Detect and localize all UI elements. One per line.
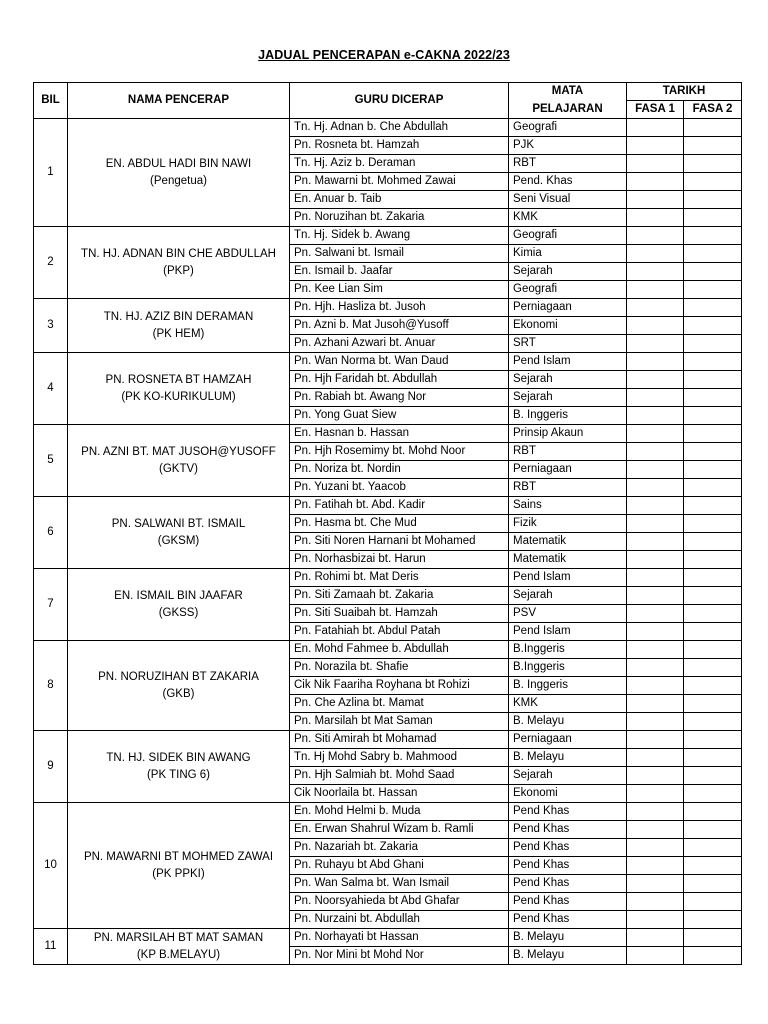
mata-pelajaran-cell: RBT: [509, 479, 627, 497]
mata-pelajaran-cell: Sejarah: [509, 587, 627, 605]
fasa-2-date-cell: [684, 929, 742, 947]
guru-dicerap-cell: Pn. Mawarni bt. Mohmed Zawai: [290, 173, 509, 191]
guru-dicerap-cell: Tn. Hj. Aziz b. Deraman: [290, 155, 509, 173]
mata-pelajaran-cell: Pend Islam: [509, 569, 627, 587]
fasa-1-date-cell: [627, 839, 684, 857]
fasa-1-date-cell: [627, 191, 684, 209]
guru-dicerap-cell: Pn. Yong Guat Siew: [290, 407, 509, 425]
pencerap-name: PN. MARSILAH BT MAT SAMAN: [93, 931, 264, 944]
guru-dicerap-cell: Pn. Hjh Salmiah bt. Mohd Saad: [290, 767, 509, 785]
fasa-2-date-cell: [684, 497, 742, 515]
fasa-1-date-cell: [627, 659, 684, 677]
mata-pelajaran-cell: Pend Khas: [509, 821, 627, 839]
mata-pelajaran-cell: Ekonomi: [509, 317, 627, 335]
table-row: [34, 641, 742, 659]
mata-pelajaran-cell: B.Inggeris: [509, 659, 627, 677]
guru-dicerap-cell: En. Anuar b. Taib: [290, 191, 509, 209]
fasa-2-date-cell: [684, 893, 742, 911]
fasa-2-date-cell: [684, 515, 742, 533]
pencerap-role: (PKP): [163, 264, 194, 277]
mata-pelajaran-cell: Perniagaan: [509, 461, 627, 479]
bil-cell: 11: [34, 929, 68, 965]
mata-pelajaran-cell: RBT: [509, 443, 627, 461]
guru-dicerap-cell: Cik Nik Faariha Royhana bt Rohizi: [290, 677, 509, 695]
guru-dicerap-cell: Pn. Siti Amirah bt Mohamad: [290, 731, 509, 749]
mata-pelajaran-cell: Pend Khas: [509, 875, 627, 893]
pencerap-role: (PK TING 6): [146, 768, 211, 781]
guru-dicerap-cell: Cik Noorlaila bt. Hassan: [290, 785, 509, 803]
header-tarikh: TARIKH: [627, 83, 742, 101]
fasa-2-date-cell: [684, 407, 742, 425]
fasa-2-date-cell: [684, 623, 742, 641]
table-row: [34, 497, 742, 515]
mata-pelajaran-cell: Perniagaan: [509, 731, 627, 749]
guru-dicerap-cell: Pn. Norhasbizai bt. Harun: [290, 551, 509, 569]
guru-dicerap-cell: Pn. Hasma bt. Che Mud: [290, 515, 509, 533]
fasa-2-date-cell: [684, 911, 742, 929]
fasa-2-date-cell: [684, 875, 742, 893]
guru-dicerap-cell: En. Erwan Shahrul Wizam b. Ramli: [290, 821, 509, 839]
guru-dicerap-cell: Pn. Salwani bt. Ismail: [290, 245, 509, 263]
table-row: [34, 227, 742, 245]
mata-pelajaran-cell: Pend Khas: [509, 893, 627, 911]
guru-dicerap-cell: Pn. Wan Salma bt. Wan Ismail: [290, 875, 509, 893]
fasa-2-date-cell: [684, 479, 742, 497]
table-row: [34, 353, 742, 371]
bil-cell: 7: [34, 569, 68, 641]
fasa-1-date-cell: [627, 713, 684, 731]
fasa-1-date-cell: [627, 227, 684, 245]
fasa-2-date-cell: [684, 263, 742, 281]
fasa-1-date-cell: [627, 695, 684, 713]
guru-dicerap-cell: En. Hasnan b. Hassan: [290, 425, 509, 443]
mata-pelajaran-cell: PSV: [509, 605, 627, 623]
mata-pelajaran-cell: B. Inggeris: [509, 407, 627, 425]
header-mata-pelajaran-line1: MATA: [509, 83, 627, 101]
pencerap-name: TN. HJ. AZIZ BIN DERAMAN: [103, 310, 254, 323]
pencerap-name: PN. AZNI BT. MAT JUSOH@YUSOFF: [81, 445, 276, 458]
fasa-1-date-cell: [627, 335, 684, 353]
header-bil: BIL: [34, 83, 68, 119]
fasa-2-date-cell: [684, 443, 742, 461]
guru-dicerap-cell: Pn. Azni b. Mat Jusoh@Yusoff: [290, 317, 509, 335]
mata-pelajaran-cell: B. Melayu: [509, 947, 627, 965]
fasa-2-date-cell: [684, 785, 742, 803]
fasa-2-date-cell: [684, 173, 742, 191]
fasa-2-date-cell: [684, 857, 742, 875]
guru-dicerap-cell: Pn. Siti Zamaah bt. Zakaria: [290, 587, 509, 605]
guru-dicerap-cell: Pn. Wan Norma bt. Wan Daud: [290, 353, 509, 371]
bil-cell: 4: [34, 353, 68, 425]
pencerap-name: TN. HJ. ADNAN BIN CHE ABDULLAH: [81, 247, 276, 260]
fasa-1-date-cell: [627, 785, 684, 803]
fasa-2-date-cell: [684, 803, 742, 821]
pencerap-cell: [68, 353, 290, 425]
fasa-2-date-cell: [684, 767, 742, 785]
mata-pelajaran-cell: Ekonomi: [509, 785, 627, 803]
fasa-1-date-cell: [627, 623, 684, 641]
header-nama-pencerap: NAMA PENCERAP: [68, 83, 290, 119]
fasa-2-date-cell: [684, 947, 742, 965]
table-body: [34, 119, 742, 965]
fasa-2-date-cell: [684, 533, 742, 551]
mata-pelajaran-cell: B. Melayu: [509, 929, 627, 947]
pencerap-name: PN. SALWANI BT. ISMAIL: [111, 517, 246, 530]
mata-pelajaran-cell: Geografi: [509, 281, 627, 299]
guru-dicerap-cell: Pn. Azhani Azwari bt. Anuar: [290, 335, 509, 353]
header-guru-dicerap: GURU DICERAP: [290, 83, 509, 119]
mata-pelajaran-cell: Pend Khas: [509, 911, 627, 929]
fasa-1-date-cell: [627, 263, 684, 281]
guru-dicerap-cell: Tn. Hj. Sidek b. Awang: [290, 227, 509, 245]
bil-cell: 9: [34, 731, 68, 803]
mata-pelajaran-cell: KMK: [509, 209, 627, 227]
fasa-2-date-cell: [684, 605, 742, 623]
guru-dicerap-cell: Pn. Kee Lian Sim: [290, 281, 509, 299]
fasa-1-date-cell: [627, 893, 684, 911]
fasa-2-date-cell: [684, 227, 742, 245]
fasa-1-date-cell: [627, 767, 684, 785]
table-row: [34, 569, 742, 587]
mata-pelajaran-cell: Pend Khas: [509, 857, 627, 875]
mata-pelajaran-cell: Geografi: [509, 227, 627, 245]
mata-pelajaran-cell: Prinsip Akaun: [509, 425, 627, 443]
fasa-2-date-cell: [684, 551, 742, 569]
fasa-1-date-cell: [627, 803, 684, 821]
fasa-1-date-cell: [627, 389, 684, 407]
pencerap-cell: [68, 227, 290, 299]
guru-dicerap-cell: Pn. Siti Noren Harnani bt Mohamed: [290, 533, 509, 551]
mata-pelajaran-cell: RBT: [509, 155, 627, 173]
fasa-1-date-cell: [627, 299, 684, 317]
fasa-1-date-cell: [627, 317, 684, 335]
pencerap-role: (PK HEM): [152, 327, 205, 340]
fasa-2-date-cell: [684, 569, 742, 587]
header-fasa-1: FASA 1: [627, 101, 684, 119]
table-row: [34, 929, 742, 947]
fasa-1-date-cell: [627, 677, 684, 695]
mata-pelajaran-cell: Perniagaan: [509, 299, 627, 317]
pencerap-name: TN. HJ. SIDEK BIN AWANG: [106, 751, 251, 764]
guru-dicerap-cell: Pn. Nor Mini bt Mohd Nor: [290, 947, 509, 965]
mata-pelajaran-cell: Sejarah: [509, 389, 627, 407]
guru-dicerap-cell: Pn. Siti Suaibah bt. Hamzah: [290, 605, 509, 623]
mata-pelajaran-cell: PJK: [509, 137, 627, 155]
guru-dicerap-cell: Pn. Marsilah bt Mat Saman: [290, 713, 509, 731]
mata-pelajaran-cell: Geografi: [509, 119, 627, 137]
mata-pelajaran-cell: Kimia: [509, 245, 627, 263]
mata-pelajaran-cell: SRT: [509, 335, 627, 353]
pencerap-cell: [68, 119, 290, 227]
pencerap-role: (KP B.MELAYU): [136, 948, 221, 961]
bil-cell: 6: [34, 497, 68, 569]
fasa-1-date-cell: [627, 245, 684, 263]
fasa-2-date-cell: [684, 659, 742, 677]
mata-pelajaran-cell: Pend Khas: [509, 803, 627, 821]
guru-dicerap-cell: Pn. Hjh Rosemimy bt. Mohd Noor: [290, 443, 509, 461]
fasa-2-date-cell: [684, 335, 742, 353]
mata-pelajaran-cell: Pend. Khas: [509, 173, 627, 191]
fasa-1-date-cell: [627, 749, 684, 767]
fasa-2-date-cell: [684, 119, 742, 137]
fasa-1-date-cell: [627, 281, 684, 299]
pencerap-name: EN. ABDUL HADI BIN NAWI: [105, 157, 252, 170]
fasa-1-date-cell: [627, 875, 684, 893]
fasa-1-date-cell: [627, 425, 684, 443]
fasa-1-date-cell: [627, 605, 684, 623]
fasa-2-date-cell: [684, 317, 742, 335]
fasa-2-date-cell: [684, 713, 742, 731]
fasa-1-date-cell: [627, 911, 684, 929]
pencerap-role: (GKB): [162, 687, 195, 700]
bil-cell: 3: [34, 299, 68, 353]
guru-dicerap-cell: Pn. Noorsyahieda bt Abd Ghafar: [290, 893, 509, 911]
fasa-1-date-cell: [627, 731, 684, 749]
fasa-2-date-cell: [684, 749, 742, 767]
fasa-1-date-cell: [627, 587, 684, 605]
mata-pelajaran-cell: Sejarah: [509, 371, 627, 389]
fasa-2-date-cell: [684, 695, 742, 713]
bil-cell: 5: [34, 425, 68, 497]
pencerap-name: PN. NORUZIHAN BT ZAKARIA: [98, 670, 259, 683]
pencerap-cell: [68, 299, 290, 353]
pencerap-role: (GKTV): [159, 462, 198, 475]
mata-pelajaran-cell: Pend Khas: [509, 839, 627, 857]
fasa-1-date-cell: [627, 641, 684, 659]
table-row: [34, 119, 742, 137]
mata-pelajaran-cell: Matematik: [509, 533, 627, 551]
pencerap-cell: [68, 641, 290, 731]
pencerap-cell: [68, 569, 290, 641]
bil-cell: 2: [34, 227, 68, 299]
guru-dicerap-cell: Tn. Hj Mohd Sabry b. Mahmood: [290, 749, 509, 767]
guru-dicerap-cell: Pn. Hjh. Hasliza bt. Jusoh: [290, 299, 509, 317]
fasa-2-date-cell: [684, 677, 742, 695]
mata-pelajaran-cell: Sains: [509, 497, 627, 515]
bil-cell: 10: [34, 803, 68, 929]
fasa-1-date-cell: [627, 569, 684, 587]
mata-pelajaran-cell: Fizik: [509, 515, 627, 533]
table-row: [34, 425, 742, 443]
fasa-1-date-cell: [627, 371, 684, 389]
guru-dicerap-cell: Pn. Rabiah bt. Awang Nor: [290, 389, 509, 407]
mata-pelajaran-cell: B. Inggeris: [509, 677, 627, 695]
fasa-1-date-cell: [627, 533, 684, 551]
fasa-2-date-cell: [684, 191, 742, 209]
header-mata-pelajaran-line2: PELAJARAN: [509, 101, 627, 119]
fasa-2-date-cell: [684, 353, 742, 371]
fasa-1-date-cell: [627, 173, 684, 191]
fasa-2-date-cell: [684, 839, 742, 857]
fasa-1-date-cell: [627, 137, 684, 155]
fasa-2-date-cell: [684, 425, 742, 443]
guru-dicerap-cell: Pn. Nazariah bt. Zakaria: [290, 839, 509, 857]
bil-cell: 8: [34, 641, 68, 731]
guru-dicerap-cell: Pn. Rosneta bt. Hamzah: [290, 137, 509, 155]
mata-pelajaran-cell: Sejarah: [509, 263, 627, 281]
guru-dicerap-cell: Pn. Che Azlina bt. Mamat: [290, 695, 509, 713]
mata-pelajaran-cell: Sejarah: [509, 767, 627, 785]
pencerap-name: PN. ROSNETA BT HAMZAH: [105, 373, 252, 386]
header-fasa-2: FASA 2: [684, 101, 742, 119]
guru-dicerap-cell: Pn. Rohimi bt. Mat Deris: [290, 569, 509, 587]
table-row: [34, 731, 742, 749]
guru-dicerap-cell: Pn. Nurzaini bt. Abdullah: [290, 911, 509, 929]
pencerap-cell: [68, 929, 290, 965]
fasa-2-date-cell: [684, 461, 742, 479]
guru-dicerap-cell: Pn. Fatihah bt. Abd. Kadir: [290, 497, 509, 515]
table-row: [34, 803, 742, 821]
mata-pelajaran-cell: B. Melayu: [509, 713, 627, 731]
pencerap-role: (PK PPKI): [152, 867, 205, 880]
pencerap-role: (GKSM): [157, 534, 200, 547]
fasa-1-date-cell: [627, 209, 684, 227]
bil-cell: 1: [34, 119, 68, 227]
pencerap-cell: [68, 425, 290, 497]
pencerap-name: EN. ISMAIL BIN JAAFAR: [114, 589, 243, 602]
page-title: JADUAL PENCERAPAN e-CAKNA 2022/23: [258, 48, 510, 62]
fasa-2-date-cell: [684, 155, 742, 173]
pencerap-cell: [68, 497, 290, 569]
guru-dicerap-cell: Pn. Fatahiah bt. Abdul Patah: [290, 623, 509, 641]
fasa-1-date-cell: [627, 929, 684, 947]
fasa-2-date-cell: [684, 371, 742, 389]
fasa-1-date-cell: [627, 155, 684, 173]
fasa-1-date-cell: [627, 947, 684, 965]
guru-dicerap-cell: Pn. Noriza bt. Nordin: [290, 461, 509, 479]
guru-dicerap-cell: Pn. Norazila bt. Shafie: [290, 659, 509, 677]
fasa-2-date-cell: [684, 821, 742, 839]
guru-dicerap-cell: En. Ismail b. Jaafar: [290, 263, 509, 281]
mata-pelajaran-cell: B.Inggeris: [509, 641, 627, 659]
pencerap-cell: [68, 731, 290, 803]
fasa-1-date-cell: [627, 353, 684, 371]
fasa-2-date-cell: [684, 137, 742, 155]
fasa-1-date-cell: [627, 551, 684, 569]
guru-dicerap-cell: Pn. Norhayati bt Hassan: [290, 929, 509, 947]
fasa-1-date-cell: [627, 461, 684, 479]
fasa-2-date-cell: [684, 281, 742, 299]
mata-pelajaran-cell: Pend Islam: [509, 623, 627, 641]
pencerap-role: (PK KO-KURIKULUM): [121, 390, 236, 403]
pencerap-cell: [68, 803, 290, 929]
mata-pelajaran-cell: B. Melayu: [509, 749, 627, 767]
fasa-1-date-cell: [627, 479, 684, 497]
fasa-2-date-cell: [684, 641, 742, 659]
fasa-2-date-cell: [684, 245, 742, 263]
fasa-1-date-cell: [627, 821, 684, 839]
mata-pelajaran-cell: KMK: [509, 695, 627, 713]
pencerap-role: (Pengetua): [150, 174, 207, 187]
guru-dicerap-cell: En. Mohd Helmi b. Muda: [290, 803, 509, 821]
fasa-2-date-cell: [684, 389, 742, 407]
guru-dicerap-cell: Tn. Hj. Adnan b. Che Abdullah: [290, 119, 509, 137]
fasa-2-date-cell: [684, 587, 742, 605]
table-row: [34, 299, 742, 317]
pencerap-role: (GKSS): [158, 606, 199, 619]
mata-pelajaran-cell: Pend Islam: [509, 353, 627, 371]
fasa-2-date-cell: [684, 731, 742, 749]
mata-pelajaran-cell: Seni Visual: [509, 191, 627, 209]
fasa-1-date-cell: [627, 407, 684, 425]
fasa-1-date-cell: [627, 857, 684, 875]
mata-pelajaran-cell: Matematik: [509, 551, 627, 569]
guru-dicerap-cell: Pn. Hjh Faridah bt. Abdullah: [290, 371, 509, 389]
fasa-2-date-cell: [684, 299, 742, 317]
guru-dicerap-cell: Pn. Noruzihan bt. Zakaria: [290, 209, 509, 227]
guru-dicerap-cell: Pn. Ruhayu bt Abd Ghani: [290, 857, 509, 875]
pencerap-name: PN. MAWARNI BT MOHMED ZAWAI: [83, 850, 274, 863]
fasa-1-date-cell: [627, 515, 684, 533]
guru-dicerap-cell: En. Mohd Fahmee b. Abdullah: [290, 641, 509, 659]
observation-schedule-table: [33, 82, 742, 965]
guru-dicerap-cell: Pn. Yuzani bt. Yaacob: [290, 479, 509, 497]
fasa-1-date-cell: [627, 497, 684, 515]
fasa-1-date-cell: [627, 443, 684, 461]
fasa-2-date-cell: [684, 209, 742, 227]
fasa-1-date-cell: [627, 119, 684, 137]
